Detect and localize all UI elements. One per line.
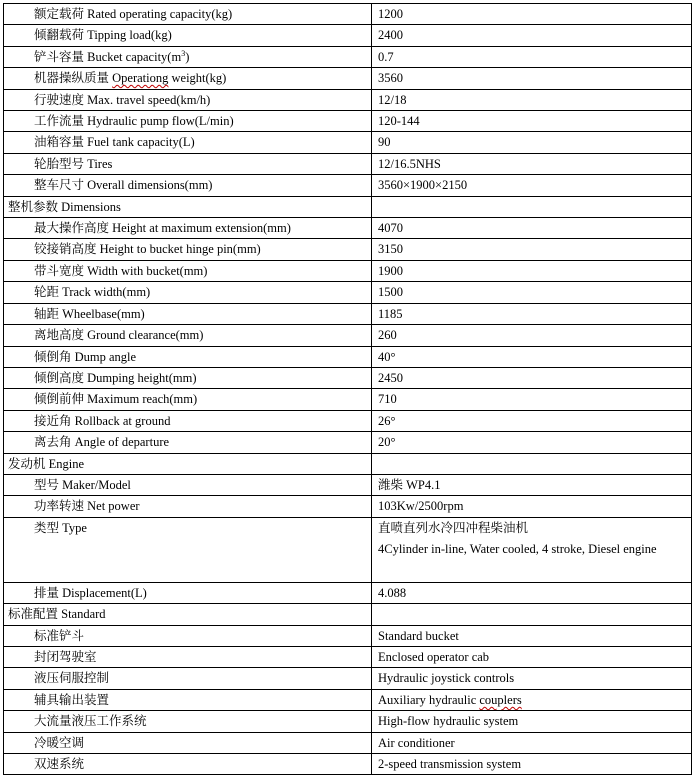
spec-value: 2450 bbox=[372, 367, 692, 388]
spec-value: 20° bbox=[372, 432, 692, 453]
spec-table bbox=[3, 3, 692, 775]
table-row bbox=[4, 432, 692, 453]
table-row bbox=[4, 46, 692, 67]
spec-label: 工作流量 Hydraulic pump flow(L/min) bbox=[4, 111, 372, 132]
table-row bbox=[4, 132, 692, 153]
table-row bbox=[4, 582, 692, 603]
table-row bbox=[4, 410, 692, 431]
spec-value: 90 bbox=[372, 132, 692, 153]
spellcheck-underlined-word: Operationg bbox=[112, 71, 169, 86]
spec-label: 轮胎型号 Tires bbox=[4, 153, 372, 174]
spec-value: 4.088 bbox=[372, 582, 692, 603]
spec-value: 12/18 bbox=[372, 89, 692, 110]
spec-label: 额定载荷 Rated operating capacity(kg) bbox=[4, 4, 372, 25]
section-row bbox=[4, 604, 692, 625]
spec-label: 油箱容量 Fuel tank capacity(L) bbox=[4, 132, 372, 153]
table-row bbox=[4, 89, 692, 110]
table-row bbox=[4, 260, 692, 281]
spec-label: 离去角 Angle of departure bbox=[4, 432, 372, 453]
table-row bbox=[4, 689, 692, 710]
spec-label bbox=[4, 46, 372, 67]
spec-label: 铰接销高度 Height to bucket hinge pin(mm) bbox=[4, 239, 372, 260]
spec-value: 4070 bbox=[372, 218, 692, 239]
spec-label: 型号 Maker/Model bbox=[4, 474, 372, 495]
spec-label: 轮距 Track width(mm) bbox=[4, 282, 372, 303]
spec-value: 710 bbox=[372, 389, 692, 410]
spec-label: 排量 Displacement(L) bbox=[4, 582, 372, 603]
spec-value: 1200 bbox=[372, 4, 692, 25]
table-row bbox=[4, 25, 692, 46]
table-row bbox=[4, 325, 692, 346]
table-row bbox=[4, 111, 692, 132]
spec-value: 1500 bbox=[372, 282, 692, 303]
table-row bbox=[4, 646, 692, 667]
table-row bbox=[4, 389, 692, 410]
table-row bbox=[4, 474, 692, 495]
empty-cell bbox=[372, 604, 692, 625]
value-text: Auxiliary hydraulic bbox=[378, 692, 480, 707]
spec-label: 倾翻载荷 Tipping load(kg) bbox=[4, 25, 372, 46]
value-line: 4Cylinder in-line, Water cooled, 4 stroke, Diesel engine bbox=[378, 541, 657, 556]
section-row bbox=[4, 453, 692, 474]
spec-value: 0.7 bbox=[372, 46, 692, 67]
value-line: 直喷直列水冷四冲程柴油机 bbox=[378, 520, 529, 535]
table-row bbox=[4, 4, 692, 25]
table-row bbox=[4, 68, 692, 89]
table-row bbox=[4, 218, 692, 239]
spec-label: 液压伺服控制 bbox=[4, 668, 372, 689]
table-row bbox=[4, 239, 692, 260]
superscript: 3 bbox=[181, 48, 186, 58]
spec-value: 1900 bbox=[372, 260, 692, 281]
table-row bbox=[4, 282, 692, 303]
spec-value: 26° bbox=[372, 410, 692, 431]
spec-value bbox=[372, 517, 692, 582]
spellcheck-underlined-word: couplers bbox=[479, 692, 522, 707]
table-row bbox=[4, 754, 692, 775]
table-row bbox=[4, 175, 692, 196]
empty-cell bbox=[372, 453, 692, 474]
spec-value: Enclosed operator cab bbox=[372, 646, 692, 667]
spec-value: 12/16.5NHS bbox=[372, 153, 692, 174]
spec-label: 倾倒前伸 Maximum reach(mm) bbox=[4, 389, 372, 410]
table-row bbox=[4, 303, 692, 324]
spec-value: 40° bbox=[372, 346, 692, 367]
table-row bbox=[4, 496, 692, 517]
label-text: weight(kg) bbox=[168, 71, 227, 86]
empty-cell bbox=[372, 196, 692, 217]
section-row bbox=[4, 196, 692, 217]
section-heading: 发动机 Engine bbox=[4, 453, 372, 474]
spec-value: 3560 bbox=[372, 68, 692, 89]
table-row bbox=[4, 668, 692, 689]
spec-label: 最大操作高度 Height at maximum extension(mm) bbox=[4, 218, 372, 239]
spec-label: 离地高度 Ground clearance(mm) bbox=[4, 325, 372, 346]
spec-value: 2400 bbox=[372, 25, 692, 46]
spec-label: 轴距 Wheelbase(mm) bbox=[4, 303, 372, 324]
section-heading: 标准配置 Standard bbox=[4, 604, 372, 625]
spec-label: 倾倒角 Dump angle bbox=[4, 346, 372, 367]
spec-value: 2-speed transmission system bbox=[372, 754, 692, 775]
spec-value: Standard bucket bbox=[372, 625, 692, 646]
spec-value: 260 bbox=[372, 325, 692, 346]
spec-label: 功率转速 Net power bbox=[4, 496, 372, 517]
label-text: 机器操纵质量 bbox=[34, 71, 113, 86]
spec-label: 接近角 Rollback at ground bbox=[4, 410, 372, 431]
spec-label: 带斗宽度 Width with bucket(mm) bbox=[4, 260, 372, 281]
spec-label: 封闭驾驶室 bbox=[4, 646, 372, 667]
spec-label: 倾倒高度 Dumping height(mm) bbox=[4, 367, 372, 388]
label-text: ) bbox=[185, 49, 190, 64]
spec-label bbox=[4, 68, 372, 89]
spec-value: 120-144 bbox=[372, 111, 692, 132]
section-heading: 整机参数 Dimensions bbox=[4, 196, 372, 217]
spec-label: 整车尺寸 Overall dimensions(mm) bbox=[4, 175, 372, 196]
spec-label: 行驶速度 Max. travel speed(km/h) bbox=[4, 89, 372, 110]
spec-value: High-flow hydraulic system bbox=[372, 711, 692, 732]
table-row bbox=[4, 711, 692, 732]
spec-value: Air conditioner bbox=[372, 732, 692, 753]
table-row bbox=[4, 346, 692, 367]
table-row bbox=[4, 732, 692, 753]
spec-value: Hydraulic joystick controls bbox=[372, 668, 692, 689]
table-row bbox=[4, 517, 692, 582]
spec-value: 103Kw/2500rpm bbox=[372, 496, 692, 517]
spec-value: 3560×1900×2150 bbox=[372, 175, 692, 196]
spec-label: 大流量液压工作系统 bbox=[4, 711, 372, 732]
table-row bbox=[4, 625, 692, 646]
table-row bbox=[4, 153, 692, 174]
spec-label: 双速系统 bbox=[4, 754, 372, 775]
spec-value bbox=[372, 689, 692, 710]
table-row bbox=[4, 367, 692, 388]
spec-label: 辅具输出装置 bbox=[4, 689, 372, 710]
spec-label: 类型 Type bbox=[4, 517, 372, 582]
label-text: 铲斗容量 Bucket capacity(m bbox=[34, 49, 182, 64]
spec-label: 标准铲斗 bbox=[4, 625, 372, 646]
spec-label: 冷暖空调 bbox=[4, 732, 372, 753]
spec-value: 潍柴 WP4.1 bbox=[372, 474, 692, 495]
spec-value: 3150 bbox=[372, 239, 692, 260]
spec-value: 1185 bbox=[372, 303, 692, 324]
